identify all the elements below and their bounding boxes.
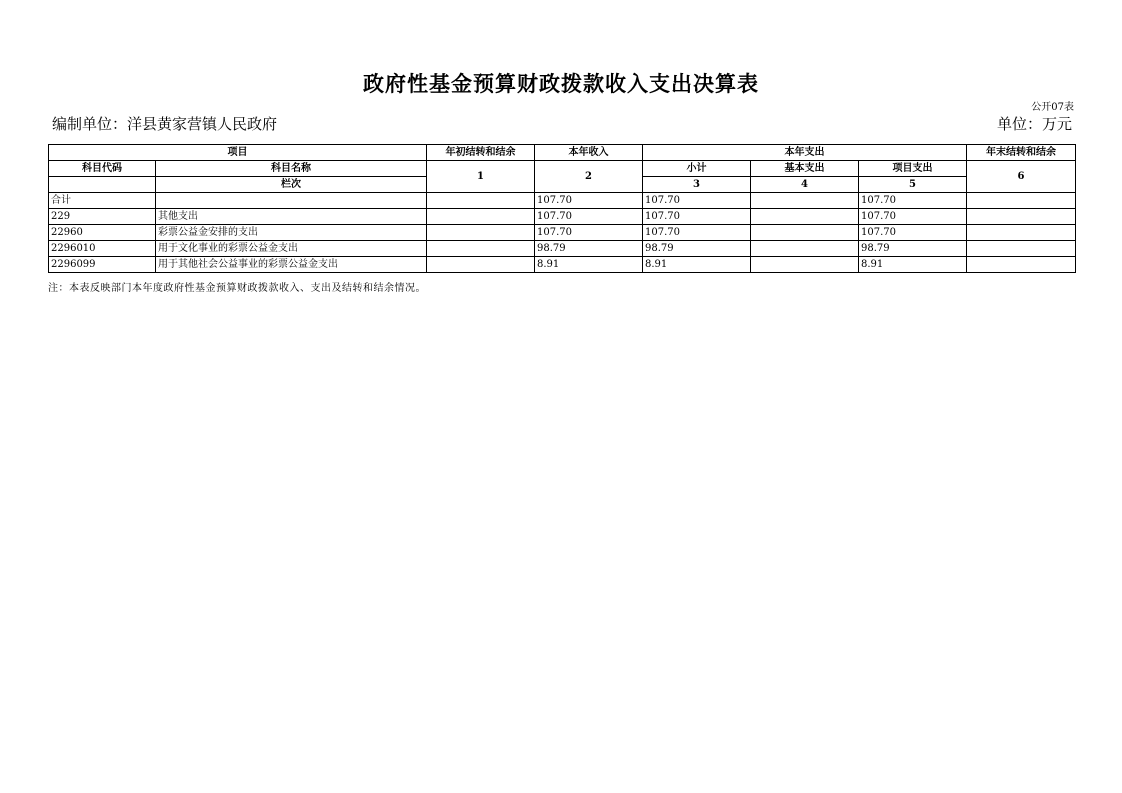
header-name: 科目名称 (156, 161, 427, 177)
table-row (49, 193, 1076, 209)
header-income: 本年收入 (535, 145, 643, 161)
cell-project: 98.79 (859, 241, 967, 257)
header-closing-balance: 年末结转和结余 (967, 145, 1076, 161)
table-row (49, 241, 1076, 257)
cell-subtotal: 107.70 (643, 193, 751, 209)
cell-code: 2296010 (49, 241, 156, 257)
currency-unit: 单位：万元 (996, 115, 1072, 133)
cell-closing (967, 241, 1076, 257)
header-opening-balance: 年初结转和结余 (427, 145, 535, 161)
cell-subtotal: 107.70 (643, 209, 751, 225)
cell-opening (427, 257, 535, 273)
col-no-5: 5 (859, 177, 967, 193)
cell-project: 8.91 (859, 257, 967, 273)
cell-code: 229 (49, 209, 156, 225)
table-row (49, 257, 1076, 273)
header-subtotal: 小计 (643, 161, 751, 177)
report-table (48, 144, 1076, 273)
cell-opening (427, 209, 535, 225)
cell-project: 107.70 (859, 225, 967, 241)
cell-opening (427, 241, 535, 257)
table-row (49, 209, 1076, 225)
cell-closing (967, 209, 1076, 225)
cell-income: 107.70 (535, 225, 643, 241)
cell-project: 107.70 (859, 193, 967, 209)
cell-subtotal: 8.91 (643, 257, 751, 273)
header-basic: 基本支出 (751, 161, 859, 177)
cell-name: 彩票公益金安排的支出 (156, 225, 427, 241)
cell-name (156, 193, 427, 209)
col-no-3: 3 (643, 177, 751, 193)
header-code: 科目代码 (49, 161, 156, 177)
header-item: 项目 (49, 145, 427, 161)
header-project: 项目支出 (859, 161, 967, 177)
cell-basic (751, 209, 859, 225)
col-no-4: 4 (751, 177, 859, 193)
header-column-no: 栏次 (156, 177, 427, 193)
cell-income: 107.70 (535, 209, 643, 225)
cell-basic (751, 225, 859, 241)
cell-subtotal: 98.79 (643, 241, 751, 257)
cell-income: 8.91 (535, 257, 643, 273)
cell-code: 2296099 (49, 257, 156, 273)
cell-project: 107.70 (859, 209, 967, 225)
reporting-organization: 编制单位：洋县黄家营镇人民政府 (52, 115, 278, 133)
col-no-6: 6 (967, 161, 1076, 193)
header-row-1 (49, 145, 1076, 161)
form-number: 公开07表 (1031, 102, 1074, 113)
col-no-1: 1 (427, 161, 535, 193)
cell-income: 107.70 (535, 193, 643, 209)
cell-code: 22960 (49, 225, 156, 241)
cell-basic (751, 193, 859, 209)
cell-name: 用于其他社会公益事业的彩票公益金支出 (156, 257, 427, 273)
cell-opening (427, 225, 535, 241)
header-expenditure: 本年支出 (643, 145, 967, 161)
cell-closing (967, 225, 1076, 241)
header-row-2 (49, 161, 1076, 177)
cell-name: 其他支出 (156, 209, 427, 225)
cell-closing (967, 193, 1076, 209)
cell-opening (427, 193, 535, 209)
col-no-2: 2 (535, 161, 643, 193)
cell-closing (967, 257, 1076, 273)
cell-code: 合计 (49, 193, 156, 209)
header-code-blank (49, 177, 156, 193)
footnote: 注：本表反映部门本年度政府性基金预算财政拨款收入、支出及结转和结余情况。 (48, 283, 426, 294)
report-title: 政府性基金预算财政拨款收入支出决算表 (363, 71, 759, 96)
cell-basic (751, 241, 859, 257)
cell-income: 98.79 (535, 241, 643, 257)
cell-subtotal: 107.70 (643, 225, 751, 241)
table-row (49, 225, 1076, 241)
cell-basic (751, 257, 859, 273)
cell-name: 用于文化事业的彩票公益金支出 (156, 241, 427, 257)
